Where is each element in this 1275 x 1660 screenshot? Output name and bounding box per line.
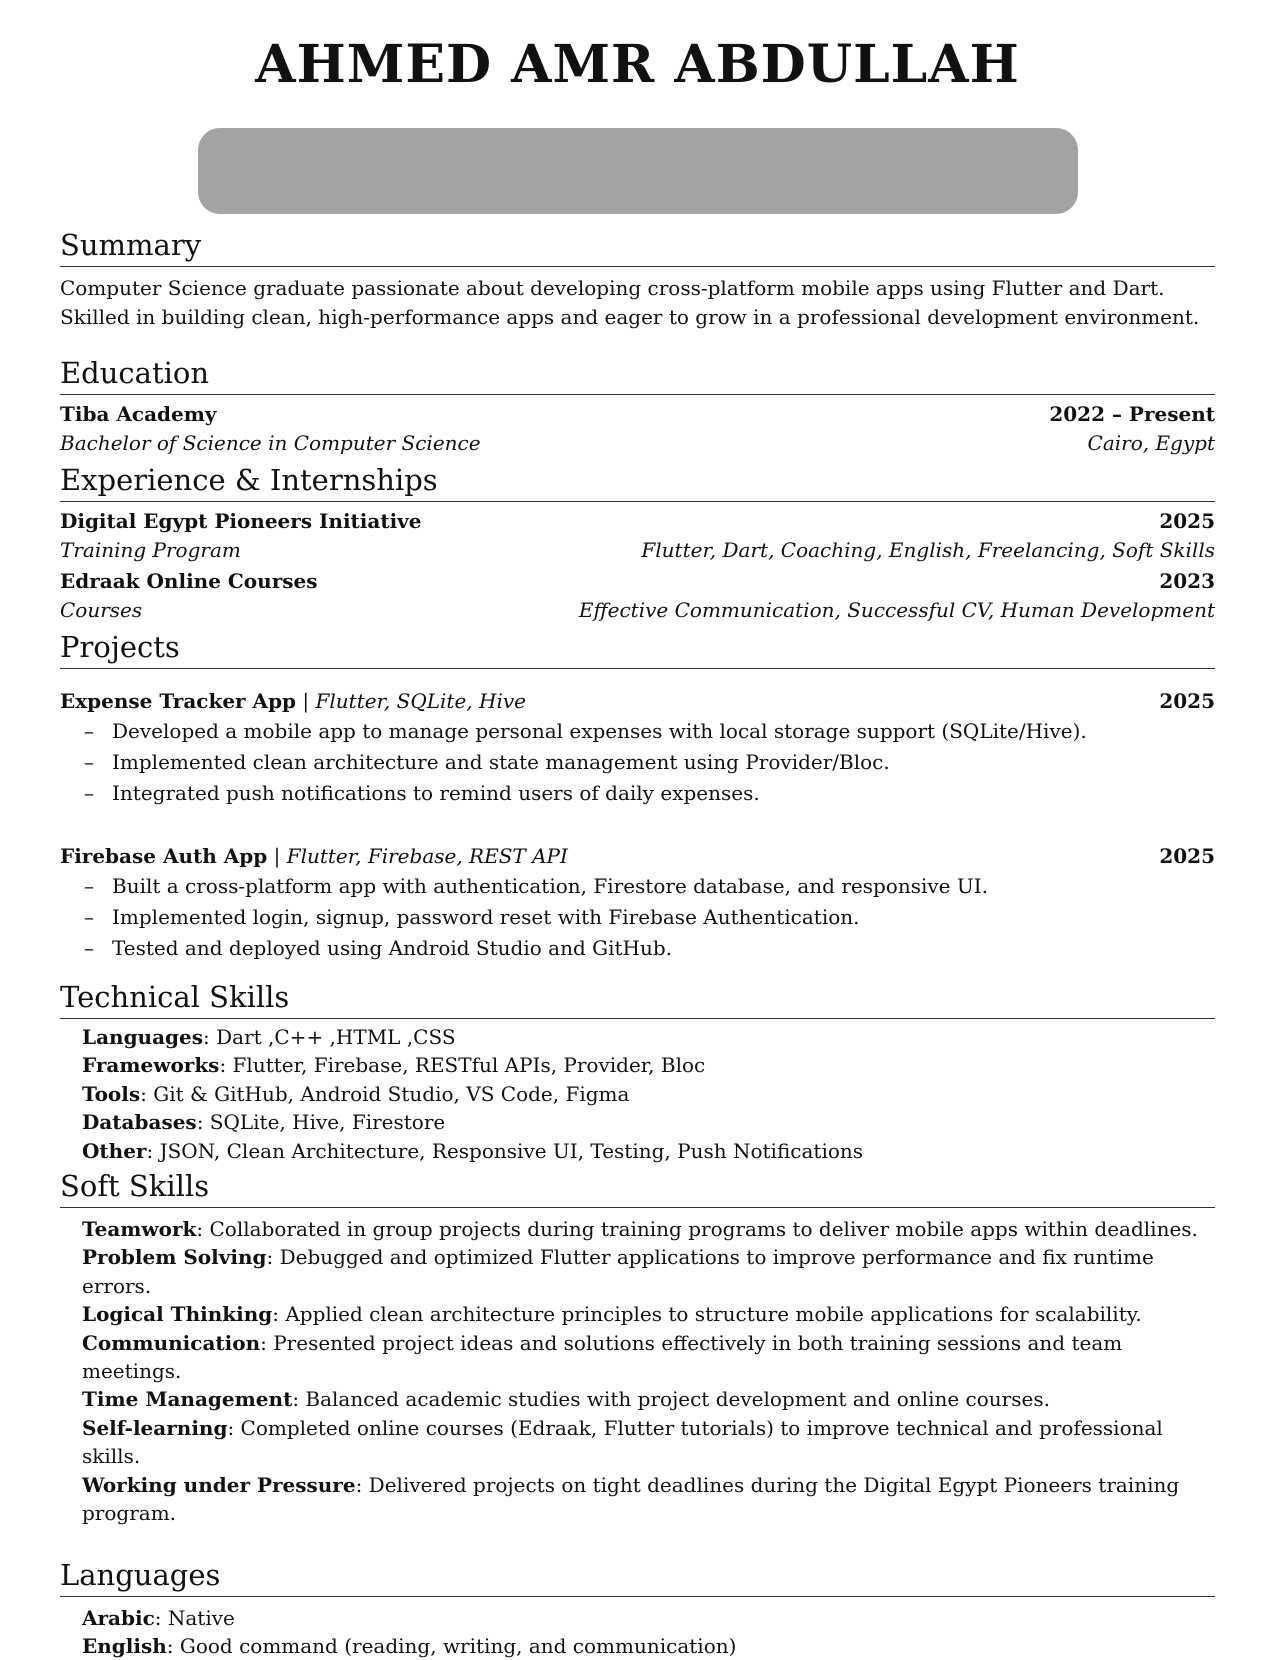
education-location: Cairo, Egypt [1088,429,1215,458]
skill-value: : Git & GitHub, Android Studio, VS Code, Figma [140,1082,629,1106]
skill-label: Tools [82,1082,140,1106]
soft-skill-value: : Delivered projects on tight deadlines during the Digital Egypt Pioneers training program. [82,1473,1179,1525]
experience-org: Digital Egypt Pioneers Initiative [60,507,422,536]
summary-section [60,226,1215,332]
project-bullet: – Integrated push notifications to remind users of daily expenses. [84,778,1215,809]
experience-org: Edraak Online Courses [60,567,317,596]
soft-skill-label: Working under Pressure [82,1473,356,1497]
soft-skill-value: : Completed online courses (Edraak, Flutter tutorials) to improve technical and professional skills. [82,1416,1163,1468]
soft-skill-line [60,1243,1215,1300]
experience-heading: Experience & Internships [60,461,1215,502]
project-tech: Flutter, SQLite, Hive [316,689,526,713]
language-label: English [82,1634,167,1658]
project-name: Expense Tracker App [60,689,296,713]
candidate-name: AHMED AMR ABDULLAH [60,34,1215,96]
project-separator: | [267,844,286,868]
soft-skill-line [60,1414,1215,1471]
education-dates: 2022 – Present [1049,400,1215,429]
skill-line [60,1051,1215,1079]
skill-line [60,1080,1215,1108]
soft-skill-value: : Debugged and optimized Flutter applications to improve performance and fix runtime errors. [82,1245,1154,1297]
summary-heading: Summary [60,226,1215,267]
soft-skill-label: Problem Solving [82,1245,266,1269]
soft-skill-line [60,1385,1215,1413]
project-bullet: – Implemented login, signup, password reset with Firebase Authentication. [84,902,1215,933]
language-line [60,1632,1215,1660]
soft-skill-line [60,1215,1215,1243]
skill-value: : Flutter, Firebase, RESTful APIs, Provider, Bloc [219,1053,705,1077]
soft-skills-heading: Soft Skills [60,1167,1215,1208]
soft-skill-value: : Applied clean architecture principles to structure mobile applications for scalability. [272,1302,1142,1326]
education-heading: Education [60,354,1215,395]
soft-skill-line [60,1329,1215,1386]
skill-value: : Dart ,C++ ,HTML ,CSS [203,1025,456,1049]
experience-role: Training Program [60,536,241,565]
soft-skill-label: Teamwork [82,1217,196,1241]
education-section [60,354,1215,458]
languages-section [60,1556,1215,1660]
experience-role: Courses [60,596,142,625]
soft-skill-line [60,1471,1215,1528]
project-year: 2025 [1159,842,1215,871]
skill-line [60,1023,1215,1051]
skill-value: : SQLite, Hive, Firestore [197,1110,446,1134]
skill-label: Frameworks [82,1053,219,1077]
soft-skill-label: Logical Thinking [82,1302,272,1326]
soft-skills-section [60,1167,1215,1527]
project-bullet: – Implemented clean architecture and state management using Provider/Bloc. [84,747,1215,778]
skill-line [60,1137,1215,1165]
redacted-contact-bar [198,128,1078,214]
experience-details: Effective Communication, Successful CV, Human Development [579,596,1215,625]
soft-skill-label: Communication [82,1331,260,1355]
skill-label: Databases [82,1110,197,1134]
skill-line [60,1108,1215,1136]
project-tech: Flutter, Firebase, REST API [287,844,568,868]
project-entry [60,842,1215,964]
resume-page [60,0,1215,1660]
project-bullet: – Built a cross-platform app with authentication, Firestore database, and responsive UI. [84,871,1215,902]
education-entry [60,400,1215,458]
experience-year: 2025 [1159,507,1215,536]
experience-entry [60,567,1215,625]
project-bullet: – Developed a mobile app to manage personal expenses with local storage support (SQLite/Hive). [84,716,1215,747]
soft-skill-value: : Balanced academic studies with project development and online courses. [292,1387,1050,1411]
languages-heading: Languages [60,1556,1215,1597]
experience-details: Flutter, Dart, Coaching, English, Freelancing, Soft Skills [641,536,1215,565]
language-value: : Good command (reading, writing, and communication) [167,1634,737,1658]
soft-skill-line [60,1300,1215,1328]
experience-entry [60,507,1215,565]
language-value: : Native [155,1606,235,1630]
skill-value: : JSON, Clean Architecture, Responsive UI, Testing, Push Notifications [146,1139,863,1163]
summary-text: Computer Science graduate passionate about developing cross-platform mobile apps using Flutter and Dart. Skilled in building clean, high-performance apps and eager to grow in a professional development environment. [60,274,1215,332]
soft-skill-label: Self-learning [82,1416,227,1440]
technical-skills-section [60,978,1215,1165]
soft-skill-label: Time Management [82,1387,292,1411]
soft-skill-value: : Presented project ideas and solutions effectively in both training sessions and team meetings. [82,1331,1122,1383]
experience-section [60,461,1215,625]
technical-skills-heading: Technical Skills [60,978,1215,1019]
project-separator: | [296,689,315,713]
project-year: 2025 [1159,687,1215,716]
skill-label: Languages [82,1025,203,1049]
projects-heading: Projects [60,628,1215,669]
project-bullet: – Tested and deployed using Android Studio and GitHub. [84,933,1215,964]
language-line [60,1604,1215,1632]
project-entry [60,687,1215,809]
experience-year: 2023 [1159,567,1215,596]
degree: Bachelor of Science in Computer Science [60,429,481,458]
school-name: Tiba Academy [60,400,217,429]
language-label: Arabic [82,1606,155,1630]
projects-section [60,628,1215,964]
project-name: Firebase Auth App [60,844,267,868]
skill-label: Other [82,1139,146,1163]
soft-skill-value: : Collaborated in group projects during training programs to deliver mobile apps within deadlines. [196,1217,1198,1241]
